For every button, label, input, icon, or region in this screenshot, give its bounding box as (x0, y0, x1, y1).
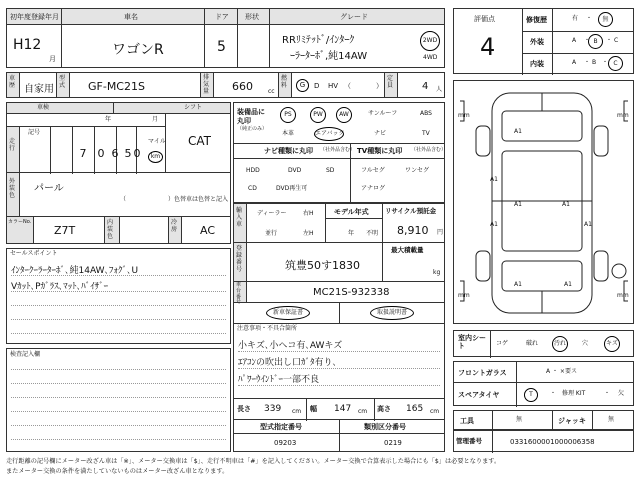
shape-cell (237, 24, 270, 68)
car-name: ワゴンR (112, 42, 164, 58)
drive-4wd: 4WD (423, 54, 438, 61)
model-year-cell: モデル年式 年 不明 (325, 203, 383, 243)
dimensions-row: 長さ 339 cm 幅 147 cm 高さ 165 cm (233, 398, 445, 420)
grade-line1: RRﾘﾐﾃｯﾄﾞ/ｲﾝﾀｰｸ (282, 35, 355, 46)
tv-oneseg: ワンセグ (405, 167, 430, 174)
new-car-warranty: 新車保証書 (266, 306, 310, 320)
nav-dvd-play: DVD再生可 (276, 185, 308, 192)
class-no-cell: 類別区分番号 0219 (339, 419, 445, 452)
car-body-outline (492, 93, 592, 313)
spare-row: スペアタイヤ T ・ 修理 KIT ・ 欠 (453, 382, 634, 406)
footer-note-1: 走行距離の記号欄にメーター改ざん車は「※」、メーター交換車は「$」、走行不明車は「#」を記入してください。メーター交換で合算表示した場合にも「$」は必要となります。 (6, 458, 501, 465)
mm-top-right: mm (617, 112, 629, 119)
tool-row: 工具 無 ジャッキ 無 (453, 410, 634, 430)
label-shaken: 車検 (6, 102, 114, 114)
fuel-d: D (314, 82, 320, 90)
label-shape: 形状 (237, 8, 270, 25)
jack-value: 無 (608, 416, 615, 423)
evaluation-score: 4 (480, 33, 496, 61)
recycle-cell: リサイクル預託金 8,910 円 (382, 203, 445, 243)
interior-cell (119, 216, 169, 244)
label-car-name: 車名 (61, 8, 205, 25)
shift-head: シフト (113, 102, 231, 114)
shift-value: CAT (188, 134, 211, 148)
equip-ps: PS (280, 107, 296, 123)
rear-left-tire (476, 251, 490, 281)
fuel-hv: HV (328, 82, 339, 90)
rear-right-tire (594, 251, 608, 281)
month-unit: 月 (49, 55, 56, 63)
grade-line2: ｰﾗｰﾀｰﾎﾞ,純14AW (290, 51, 368, 62)
note-line-3: ﾊﾟﾜｰｳｲﾝﾄﾞｰ一部不良 (238, 375, 320, 385)
damage-a1-4: A1 (562, 201, 570, 208)
equip-leather: 本革 (282, 130, 295, 137)
ac-value: AC (200, 224, 216, 237)
exterior-color: パール (34, 183, 64, 194)
type-number: 09203 (274, 439, 297, 447)
front-left-tire (476, 126, 490, 156)
chassis-number: MC21S-932338 (313, 287, 390, 298)
damage-a1-6: A1 (584, 221, 592, 228)
marker-circle (612, 264, 626, 278)
label-first-reg: 初年度登録年月 (6, 8, 62, 25)
capacity-cell: 4 人 (397, 72, 445, 98)
label-mileage: 走行 (6, 126, 20, 173)
exterior-cell: パール （ ）色替車は色替と記入 (19, 172, 231, 217)
ac-cell (181, 216, 231, 244)
manual-cell (339, 302, 445, 324)
use-cell (19, 72, 57, 98)
width: 147 (334, 404, 352, 414)
management-number: 0331600001000006358 (510, 438, 595, 446)
import-cell: ディーラー 右H 並行 左H (246, 203, 326, 243)
equip-pw: PW (310, 107, 326, 123)
mm-bottom-left: mm (458, 292, 470, 299)
shift-cell (165, 113, 231, 173)
max-load-cell: 最大積載量 kg (382, 242, 445, 282)
tool-value: 無 (516, 416, 523, 423)
car-diagram (453, 80, 634, 324)
label-fuel: 燃料 (278, 72, 292, 98)
seat-stain: 汚れ (552, 336, 568, 352)
label-interior: 内装色 (104, 216, 120, 244)
windshield (502, 111, 582, 141)
label-colorno: カラーNo. (6, 216, 34, 244)
nav-type-box: ナビ種類に丸印 （社外品含む） HDD DVD SD CD DVD再生可 (233, 143, 351, 203)
door-cell (204, 24, 238, 68)
disp-cell: 660 cc (213, 72, 279, 98)
notes-box: 注意事項・不具合箇所 小キズ､小ヘコ有､AWキズ ｴｱｺﾝの吹出し口ｶﾞﾀ有り､ ﾊﾟﾜｰｳｲﾝﾄﾞｰ一部不良 (233, 323, 445, 399)
eval-box: 評価点 4 修復歴 有 ・ 無 外装 A ・ B ・ C 内装 A ・ B ・ C (453, 8, 634, 74)
first-reg-cell (6, 24, 62, 68)
interior-grade-c: C (608, 56, 623, 71)
km-unit: km (148, 151, 163, 163)
digit-2: 0 (97, 147, 105, 160)
digit-1: 7 (79, 147, 87, 160)
exterior-grade-b: B (588, 34, 603, 49)
front-right-tire (594, 126, 608, 156)
damage-a1-1: A1 (514, 128, 522, 135)
mm-top-left: mm (458, 112, 470, 119)
mileage-cell: 記号 7 0 6 5 0 マイル km (19, 126, 166, 173)
seat-hole: 穴 (582, 340, 589, 347)
tv-fullseg: フルセグ (361, 167, 385, 174)
repair-none: 無 (598, 12, 613, 27)
drive-2wd: 2WD (420, 31, 440, 51)
equip-airbag: エアバック (314, 127, 344, 141)
nav-hdd: HDD (246, 167, 260, 174)
inspection-box: 検査記入欄 (6, 348, 231, 452)
damage-a1-2: A1 (490, 176, 498, 183)
mgmt-row: 管理番号 0331600001000006358 (453, 430, 634, 452)
seat-row: 室内シート コゲ 破れ 汚れ 穴 キズ (453, 330, 634, 357)
equip-aw: AW (336, 107, 352, 123)
fuel-cell: G D HV （ ） (291, 72, 385, 98)
front-glass: A ・ ×要ス (546, 368, 577, 375)
damage-a1-3: A1 (514, 201, 522, 208)
seat-scratch: キズ (604, 336, 620, 352)
damage-a1-8: A1 (564, 281, 572, 288)
sales-line-1: ｲﾝﾀｰｸｰﾗｰﾀｰﾎﾞ､純14AW､ﾌｫｸﾞ､U (11, 266, 139, 276)
note-line-1: 小キズ､小ヘコ有､AWキズ (238, 341, 343, 351)
spare-missing: 欠 (618, 390, 625, 397)
digit-4: 5 (124, 147, 132, 160)
owners-manual: 取扱説明書 (370, 306, 414, 320)
car-name-cell (61, 24, 205, 68)
seat-tear: 破れ (526, 340, 539, 347)
usage: 自家用 (24, 84, 54, 95)
color-no: Z7T (54, 224, 76, 237)
label-grade: グレード (269, 8, 445, 25)
equip-abs: ABS (420, 110, 432, 117)
damage-a1-5: A1 (490, 221, 498, 228)
first-reg-year: H12 (13, 37, 42, 53)
label-model: 型式 (56, 72, 70, 98)
plate-cell (246, 242, 383, 282)
tv-analog: アナログ (361, 185, 386, 192)
label-exterior: 外装色 (6, 172, 20, 217)
label-import: 輸入車 (233, 203, 247, 243)
warranty-cell (233, 302, 340, 324)
nav-cd: CD (248, 185, 257, 192)
door-count: 5 (217, 39, 226, 55)
footer-note-2: またメーター交換の条件を満たしていないものはメーター改ざん車となります。 (6, 468, 229, 475)
equip-tv: TV (422, 130, 430, 137)
glass-row: フロントガラス A ・ ×要ス (453, 361, 634, 383)
note-line-2: ｴｱｺﾝの吹出し口ｶﾞﾀ有り､ (238, 358, 338, 368)
label-plate: 登録番号 (233, 242, 247, 282)
digit-5: 0 (133, 147, 141, 160)
sales-points: セールスポイント ｲﾝﾀｰｸｰﾗｰﾀｰﾎﾞ､純14AW､ﾌｫｸﾞ､U Vｶｯﾄ､Pｶﾞﾗｽ､ﾏｯﾄ､ﾊﾞｲｻﾞｰ (6, 248, 231, 344)
capacity: 4 (422, 81, 429, 92)
label-ac: 冷房 (168, 216, 182, 244)
seat-burn: コゲ (496, 340, 509, 347)
model-code: GF-MC21S (88, 80, 145, 93)
height: 165 (406, 404, 424, 414)
length: 339 (264, 404, 282, 414)
grade-cell (269, 24, 445, 68)
model-cell (69, 72, 201, 98)
equipment-box: 装備品に 丸印 （純正のみ） PS PW AW サンルーフ ABS 本革 エアバック ナビ TV (233, 102, 445, 144)
fuel-g: G (296, 79, 309, 92)
shaken-cell: 年 月 (6, 113, 166, 127)
label-door: ドア (204, 8, 238, 25)
color-cell (33, 216, 105, 244)
equip-navi: ナビ (374, 130, 387, 137)
spare-tire-t: T (524, 388, 538, 402)
car-outline-svg (454, 81, 635, 325)
label-displacement: 排気量 (200, 72, 214, 98)
label-history: 車歴 (6, 72, 20, 98)
tv-type-box: TV種類に丸印 （社外品含む） フルセグ ワンセグ アナログ (350, 143, 445, 203)
displacement: 660 (232, 80, 253, 93)
damage-a1-7: A1 (514, 281, 522, 288)
mm-bottom-right: mm (617, 292, 629, 299)
chassis-cell (246, 281, 445, 303)
nav-dvd: DVD (288, 167, 302, 174)
plate-number: 筑豊50す1830 (285, 259, 360, 272)
sales-line-2: Vｶｯﾄ､Pｶﾞﾗｽ､ﾏｯﾄ､ﾊﾞｲｻﾞｰ (11, 282, 109, 292)
nav-sd: SD (326, 167, 335, 174)
equip-sunroof: サンルーフ (368, 110, 398, 117)
label-chassis: 車台番号 (233, 281, 247, 303)
spare-repair-kit: 修理 KIT (562, 390, 586, 397)
label-capacity: 定員 (384, 72, 398, 98)
type-no-cell: 型式指定番号 09203 (233, 419, 340, 452)
recycle-fee: 8,910 (397, 224, 429, 237)
digit-3: 6 (111, 147, 119, 160)
class-number: 0219 (384, 439, 402, 447)
